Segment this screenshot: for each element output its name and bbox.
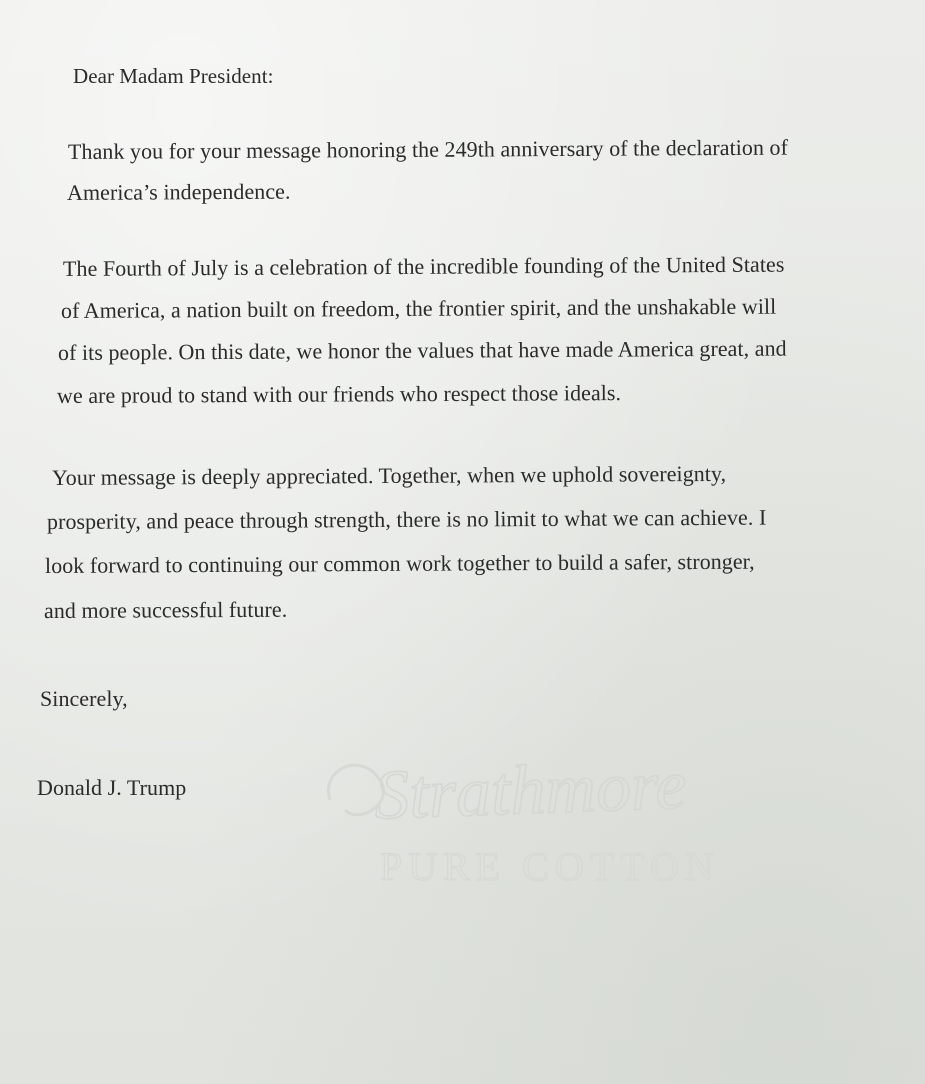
closing: Sincerely, [40, 686, 128, 711]
signer-name: Donald J. Trump [37, 775, 187, 800]
paragraph-line: America’s independence. [66, 178, 291, 205]
paragraph-line: we are proud to stand with our friends who respect those ideals. [56, 380, 622, 408]
watermark-subtitle: PURE COTTON [380, 844, 720, 889]
paper-watermark [320, 730, 920, 900]
paragraph-line: look forward to continuing our common work together to build a safer, stronger, [44, 548, 755, 578]
salutation: Dear Madam President: [73, 64, 274, 88]
paragraph-line: of its people. On this date, we honor the values that have made America great, and [57, 335, 787, 365]
paragraph-line: The Fourth of July is a celebration of the incredible founding of the United States [62, 251, 785, 281]
paragraph-line: Thank you for your message honoring the 249th anniversary of the declaration of [67, 134, 789, 164]
paragraph-line: prosperity, and peace through strength, there is no limit to what we can achieve. I [46, 504, 767, 534]
watermark-brand: Strathmore [373, 746, 688, 835]
paragraph-line: and more successful future. [43, 596, 288, 623]
paragraph-line: Your message is deeply appreciated. Together, when we uphold sovereignty, [51, 460, 727, 490]
paragraph-line: of America, a nation built on freedom, the frontier spirit, and the unshakable will [60, 293, 777, 323]
